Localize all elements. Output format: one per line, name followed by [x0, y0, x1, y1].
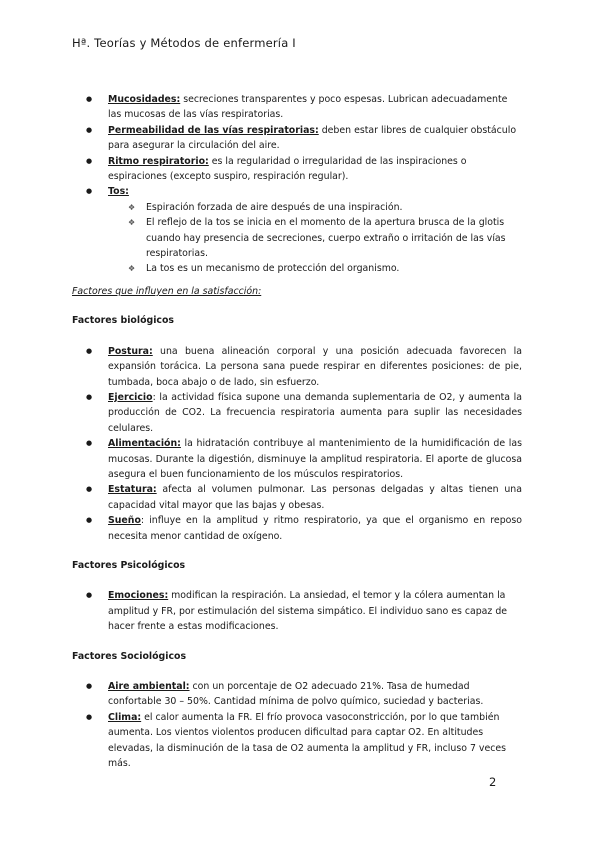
definition: es la regularidad o irregularidad de las inspiraciones o espiraciones (excepto suspiro, respiración regular). [108, 155, 467, 183]
list-item [72, 390, 522, 436]
term: Tos: [108, 186, 129, 198]
section-title-biological: Factores biológicos [72, 315, 175, 327]
definition: con un porcentaje de O2 adecuado 21%. Tasa de humedad confortable 30 – 50%. Cantidad mínima de polvo químico, suciedad y bacterias. [108, 681, 484, 708]
definition: : influye en la amplitud y ritmo respiratorio, ya que el organismo en reposo necesita menor cantidad de oxígeno. [108, 515, 522, 542]
term: Ejercicio [108, 391, 153, 403]
list-item [72, 123, 522, 154]
term: Emociones: [108, 590, 169, 602]
term: Alimentación: [108, 438, 181, 450]
sociological-list [72, 679, 522, 771]
page-header: Hª. Teorías y Métodos de enfermería I [72, 36, 296, 50]
intro-list [72, 92, 522, 277]
term: Aire ambiental: [108, 681, 190, 692]
definition: : la actividad física supone una demanda suplementaria de O2, y aumenta la producción de CO2. La frecuencia respiratoria aumenta para suplir las necesidades celulares. [108, 391, 522, 434]
page-number: 2 [489, 775, 497, 789]
term: Permeabilidad de las vías respiratorias: [108, 124, 319, 136]
list-item [72, 482, 522, 513]
sub-list-item: ❖ La tos es un mecanismo de protección del organismo. [128, 261, 522, 276]
section-title-psychological: Factores Psicológicos [72, 559, 186, 571]
definition: la hidratación contribuye al mantenimiento de la humidificación de las mucosas. Durante la digestión, disminuye la amplitud respiratoria. El aporte de glucosa asegura el buen funcionamiento de los músculos respiratorios. [108, 438, 522, 480]
factors-heading: Factores que influyen en la satisfacción: [72, 285, 262, 297]
list-item [72, 184, 522, 276]
tos-sublist [128, 200, 522, 277]
definition: el calor aumenta la FR. El frío provoca vasoconstricción, por lo que también aumenta. Los vientos violentos producen dificultad para captar O2. En altitudes elevadas, la disminución de la tasa de O2 aumenta la amplitud y FR, incluso 7 veces más. [108, 711, 507, 770]
list-item [72, 710, 522, 772]
definition: secreciones transparentes y poco espesas. Lubrican adecuadamente las mucosas de las vías respiratorias. [108, 94, 508, 121]
list-item [72, 344, 522, 390]
term: Clima: [108, 711, 142, 723]
definition: una buena alineación corporal y una posición adecuada favorecen la expansión torácica. La persona sana puede respirar en diferentes posiciones: de pie, tumbada, boca abajo o de lado, sin esfuerzo. [108, 345, 522, 388]
definition: modifican la respiración. La ansiedad, el temor y la cólera aumentan la amplitud y FR, por estimulación del sistema simpático. El individuo sano es capaz de hacer frente a estas modificaciones. [108, 590, 508, 633]
sub-list-item: ❖ El reflejo de la tos se inicia en el momento de la apertura brusca de la glotis cuando hay presencia de secreciones, cuerpo extraño o irritación de las vías respiratorias. [128, 215, 522, 261]
term: Postura: [108, 345, 153, 357]
list-item [72, 436, 522, 482]
section-title-sociological: Factores Sociológicos [72, 650, 187, 662]
psychological-list [72, 588, 522, 634]
document-body [72, 92, 522, 771]
term: Estatura: [108, 484, 157, 496]
sub-list-item: ❖ Espiración forzada de aire después de una inspiración. [128, 200, 522, 215]
definition: deben estar libres de cualquier obstáculo para asegurar la circulación del aire. [108, 124, 517, 152]
list-item [72, 513, 522, 544]
list-item [72, 154, 522, 185]
term: Ritmo respiratorio: [108, 155, 209, 167]
list-item [72, 92, 522, 123]
definition: afecta al volumen pulmonar. Las personas delgadas y altas tienen una capacidad vital mayor que las bajas y obesas. [108, 484, 522, 511]
list-item [72, 588, 522, 634]
list-item [72, 679, 522, 710]
biological-list [72, 344, 522, 544]
term: Mucosidades: [108, 94, 181, 105]
term: Sueño [108, 515, 141, 527]
